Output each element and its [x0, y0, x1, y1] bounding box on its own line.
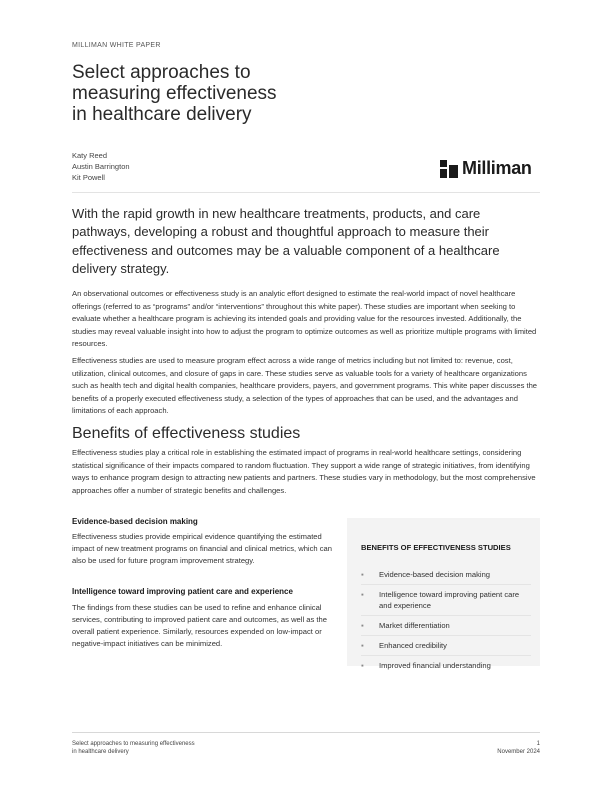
lead-paragraph: With the rapid growth in new healthcare treatments, products, and care pathways, developing a robust and thoughtful approach to measure their effectiveness and outcomes may be a valuable component of a healthcare delivery strategy. [72, 206, 500, 276]
bullet-icon: ▪ [361, 661, 364, 670]
sidebar-item [361, 620, 531, 636]
sidebar-item-label: Improved financial understanding [379, 661, 491, 670]
footer-document-title [72, 740, 195, 756]
footer-divider [72, 732, 540, 733]
intro-paragraph: An observational outcomes or effectiveness study is an analytic effort designed to estimate the real-world impact of novel healthcare offerings (referred to as “programs” and/or “interventions” throughout this white paper). These studies are important when seeking to evaluate whether a healthcare program is achieving its intended goals and providing value for the resources invested. Additionally, the studies may reveal valuable insight into how to adjust the program to optimize outcomes as well as prioritize multiple programs with limited resources. [72, 289, 537, 348]
footer-meta [440, 740, 540, 756]
sidebar-title: BENEFITS OF EFFECTIVENESS STUDIES [361, 543, 511, 552]
author-name: Kit Powell [72, 173, 105, 182]
sidebar-item-label: Market differentiation [379, 621, 450, 630]
section-paragraph: Effectiveness studies play a critical role in establishing the estimated impact of programs in real-world healthcare settings, considering statistical significance of their impacts compared to random fluctuation. They support a wide range of strategic initiatives, from identifying ways to enhance program design to attracting new patients and partners. These studies vary in methodology, but the most comprehensive approaches offer a number of strategic benefits and challenges. [72, 448, 536, 495]
sidebar-item-label: Intelligence toward improving patient care and experience [379, 590, 520, 610]
footer-title-line: Select approaches to measuring effectiveness [72, 741, 195, 747]
title-line: in healthcare delivery [72, 104, 252, 125]
sidebar-item-label: Evidence-based decision making [379, 570, 491, 579]
sidebar-item [361, 660, 531, 675]
author-name: Katy Reed [72, 151, 108, 160]
title-line: Select approaches to [72, 62, 251, 83]
benefits-sidebar [347, 518, 540, 670]
sidebar-list [361, 569, 531, 679]
sidebar-item [361, 589, 531, 616]
page-number: 1 [536, 741, 540, 747]
bullet-icon: ▪ [361, 590, 364, 599]
intro-paragraph: Effectiveness studies are used to measure program effect across a wide range of metrics including but not limited to: revenue, cost, utilization, clinical outcomes, and closure of gaps in care. These studies serve as valuable tools for a variety of healthcare organizations such as health tech and digital health companies, healthcare providers, payers, and government programs. This white paper discusses the benefits of a properly executed effectiveness study, a selection of the types of approaches that can be used, and the advantages and limitations of each approach. [72, 356, 538, 415]
subsection-text: Effectiveness studies provide empirical evidence quantifying the estimated impact of new treatment programs on financial and clinical metrics, which can also be used for future program improvement strategy. [72, 532, 332, 565]
header-divider [72, 192, 540, 193]
milliman-logo-icon [440, 160, 458, 178]
bullet-icon: ▪ [361, 621, 364, 630]
author-list [72, 150, 130, 183]
sidebar-item [361, 569, 531, 585]
title-line: measuring effectiveness [72, 83, 277, 104]
document-title [72, 62, 372, 125]
logo-text: Milliman [462, 158, 532, 178]
subsection-text: The findings from these studies can be used to refine and enhance clinical services, contributing to improved patient care and outcomes, as well as the overall patient experience. Similarly, resources expended on low-impact or negative-impact initiatives can be minimized. [72, 603, 327, 648]
bullet-icon: ▪ [361, 641, 364, 650]
subsection-heading: Intelligence toward improving patient care and experience [72, 587, 293, 596]
publication-date: November 2024 [497, 749, 540, 755]
sidebar-item-label: Enhanced credibility [379, 641, 447, 650]
section-heading: Benefits of effectiveness studies [72, 425, 301, 442]
sidebar-item [361, 640, 531, 656]
footer-title-line: in healthcare delivery [72, 749, 129, 755]
bullet-icon: ▪ [361, 570, 364, 579]
milliman-logo [440, 158, 532, 179]
document-eyebrow: MILLIMAN WHITE PAPER [72, 42, 161, 49]
author-name: Austin Barrington [72, 162, 130, 171]
subsection-heading: Evidence-based decision making [72, 517, 198, 526]
